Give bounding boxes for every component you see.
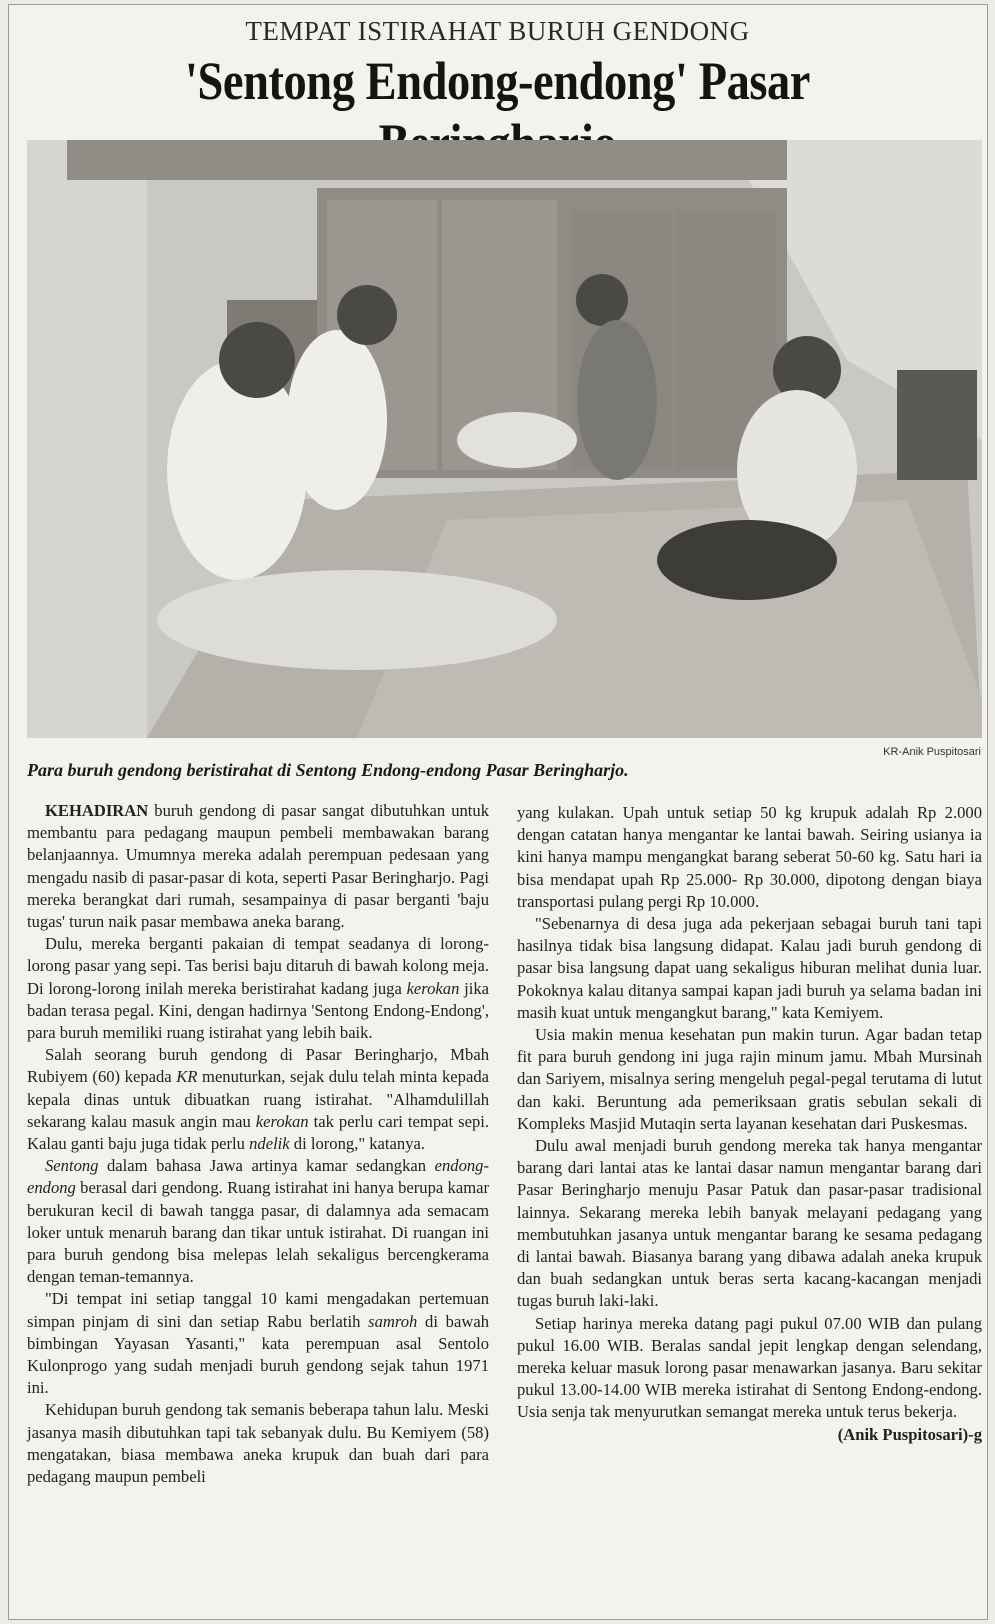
paragraph-text: jika badan terasa pegal. Kini, dengan hadirnya 'Sentong Endong-Endong', para buruh memiliki ruang istirahat yang lebih baik. [27,978,489,1043]
photo-illustration [27,140,982,738]
paragraph [27,1288,489,1399]
paragraph: Kehidupan buruh gendong tak semanis beberapa tahun lalu. Meski jasanya masih dibutuhkan tapi tak sebanyak dulu. Bu Kemiyem (58) mengatakan, biasa membawa aneka krupuk dan buah dari para pedagang maupun pembeli [27,1400,489,1487]
paragraph-text: Dulu, mereka berganti pakaian di tempat seadanya di lorong-lorong pasar yang sepi. Tas berisi baju ditaruh di bawah kolong meja. Di lorong-lorong inilah mereka beristirahat kadang juga [27,934,489,998]
paragraph-text: "Di tempat ini setiap tanggal 10 kami mengadakan pertemuan simpan pinjam di sini dan setiap Rabu berlatih [27,1289,489,1331]
italic-term: kerokan [406,978,460,998]
italic-term: KR [176,1067,198,1087]
article-kicker: TEMPAT ISTIRAHAT BURUH GENDONG [245,16,750,46]
paragraph: yang kulakan. Upah untuk setiap 50 kg krupuk adalah Rp 2.000 dengan catatan hanya mengantar ke lantai bawah. Seiring usianya ia kini hanya mampu mengangkat barang seberat 50-60 kg. Satu hari ia bisa mendapat upah Rp 25.000- Rp 30.000, dipotong dengan biaya transportasi pulang pergi Rp 10.000. [517,803,982,911]
italic-term: ndelik [249,1134,290,1154]
paragraph [27,1155,489,1288]
paragraph [27,1044,489,1155]
italic-term: endong-endong [27,1156,489,1198]
paragraph-text: menuturkan, sejak dulu telah minta kepada kepala dinas untuk dibuatkan ruang istirahat. "Alhamdulillah sekarang kalau masuk angin mau [27,1067,489,1131]
dropword: KEHADIRAN [45,801,149,820]
photo-credit: KR-Anik Puspitosari [883,746,981,758]
article-photo [27,140,982,738]
paragraph [27,800,489,933]
photo-caption: Para buruh gendong beristirahat di Sentong Endong-endong Pasar Beringharjo. [27,760,629,780]
paragraph-text: di bawah bimbingan Yayasan Yasanti," kata perempuan asal Sentolo Kulonprogo yang sudah menjadi buruh gendong sejak tahun 1971 ini. [27,1311,489,1398]
article-headline: 'Sentong Endong-endong' Pasar [185,51,810,111]
paragraph-text: dalam bahasa Jawa artinya kamar sedangkan [98,1156,435,1176]
paragraph-text: berasal dari gendong. Ruang istirahat ini hanya berupa kamar berukuran kecil di bawah tangga pasar, di dalamnya ada semacam loker untuk menaruh barang dan tikar untuk istirahat. Di ruangan ini para buruh gendong bisa melepas lelah sekaligus bercengkerama dengan teman-temannya. [27,1178,489,1287]
article-column-left [27,800,489,1488]
paragraph-text: buruh gendong di pasar sangat dibutuhkan untuk membantu para pedagang maupun pembeli membawakan barang belanjaannya. Umumnya mereka adalah perempuan pedesaan yang mengadu nasib di pasar-pasar di kota, seperti Pasar Beringharjo. Pagi mereka berangkat dari rumah, sesampainya di pasar berganti 'baju tugas' turun naik pasar membawa aneka barang. [27,801,489,932]
italic-term: kerokan [255,1111,309,1131]
paragraph: "Sebenarnya di desa juga ada pekerjaan sebagai buruh tani tapi hasilnya tidak bisa langsung didapat. Kalau jadi buruh gendong di pasar bisa langsung dapat uang sekaligus hiburan melihat dunia luar. Pokoknya kalau ditanya sampai kapan jadi buruh ya selama badan ini masih kuat untuk mengangkut barang," kata Kemiyem. [517,914,982,1022]
byline: (Anik Puspitosari)-g [837,1424,982,1444]
paragraph-text: di lorong," katanya. [289,1134,425,1154]
paragraph: Usia makin menua kesehatan pun makin turun. Agar badan tetap fit para buruh gendong ini juga rajin minum jamu. Mbah Mursinah dan Sariyem, misalnya sering mengeluh pegal-pegal terutama di lutut dan kaki. Beruntung ada pemeriksaan gratis sebulan sekali di Kompleks Masjid Mutaqin serta layanan kesehatan dari Puskesmas. [517,1025,982,1133]
paragraph [27,933,489,1044]
italic-term: Sentong [45,1156,99,1176]
paragraph-text: Salah seorang buruh gendong di Pasar Beringharjo, Mbah Rubiyem (60) kepada [27,1045,489,1087]
article-column-right [517,802,982,1446]
paragraph-text: tak perlu cari tempat sepi. Kalau ganti baju juga tidak perlu [27,1111,489,1154]
paragraph: Dulu awal menjadi buruh gendong mereka tak hanya mengantar barang dari lantai atas ke lantai dasar namun mengantar barang dari Pasar Beringharjo menuju Pasar Patuk dan pasar-pasar tradisional lainnya. Sekarang mereka lebih banyak melayani pedagang yang membutuhkan jasanya untuk mengantar barang ke sesama pedagang di lantai bawah. Biasanya barang yang dibawa adalah aneka krupuk dan buah sedangkan untuk beras serta kacang-kacangan menjadi tugas buruh laki-laki. [517,1136,982,1311]
paragraph: Setiap harinya mereka datang pagi pukul 07.00 WIB dan pulang pukul 16.00 WIB. Beralas sandal jepit lengkap dengan selendang, mereka keluar masuk lorong pasar menawarkan jasanya. Baru sekitar pukul 13.00-14.00 WIB mereka istirahat di Sentong Endong-endong. Usia senja tak menyurutkan semangat mereka untuk terus bekerja. [517,1313,982,1422]
italic-term: samroh [368,1311,418,1331]
